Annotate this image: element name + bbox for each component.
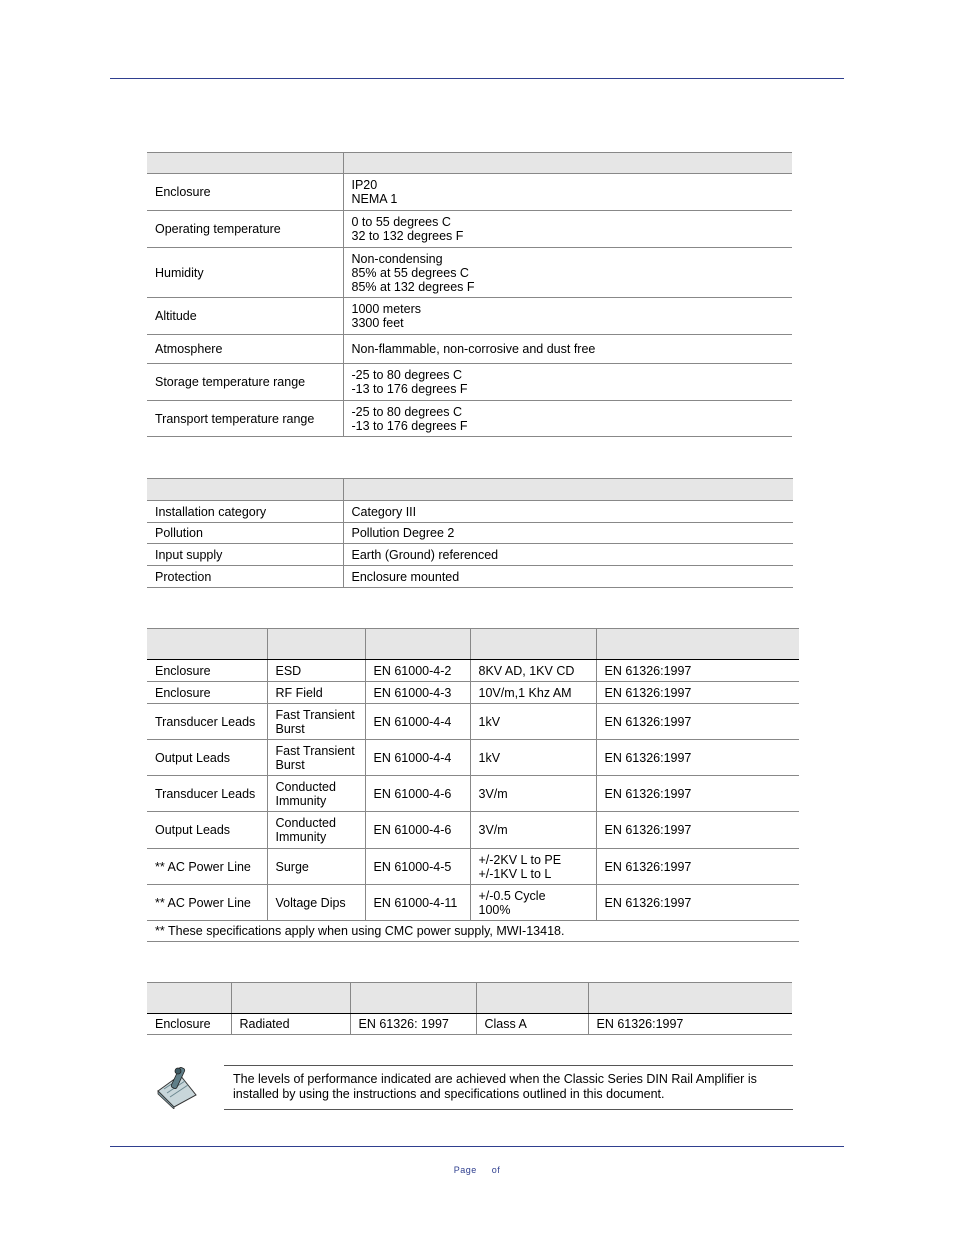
- immunity-spec-table: [147, 628, 799, 942]
- table-header-row: [147, 629, 799, 660]
- table-row: [147, 211, 792, 248]
- header-cell: [231, 983, 350, 1014]
- table-row: [147, 1014, 792, 1035]
- port-cell: Output Leads: [147, 812, 267, 849]
- phenomenon-cell: Conducted Immunity: [267, 776, 365, 812]
- level-cell: +/-2KV L to PE +/-1KV L to L: [470, 849, 596, 885]
- header-cell: [596, 629, 799, 660]
- level-cell: 1kV: [470, 704, 596, 740]
- level-cell: 3V/m: [470, 812, 596, 849]
- port-cell: ** AC Power Line: [147, 885, 267, 921]
- header-cell: [588, 983, 792, 1014]
- table-row: [147, 544, 793, 566]
- footer-rule: [110, 1146, 844, 1147]
- port-cell: Enclosure: [147, 1014, 231, 1035]
- table-row: [147, 682, 799, 704]
- row-value: 1000 meters 3300 feet: [343, 298, 792, 335]
- phenomenon-cell: Fast Transient Burst: [267, 740, 365, 776]
- reference-cell: EN 61326:1997: [596, 849, 799, 885]
- row-value: -25 to 80 degrees C -13 to 176 degrees F: [343, 364, 792, 401]
- page-footer: [0, 1164, 954, 1176]
- table-row: [147, 523, 793, 544]
- row-label: Installation category: [147, 501, 343, 523]
- standard-cell: EN 61000-4-11: [365, 885, 470, 921]
- header-cell: [147, 153, 343, 174]
- standard-cell: EN 61000-4-6: [365, 776, 470, 812]
- table-header-row: [147, 153, 792, 174]
- header-cell: [476, 983, 588, 1014]
- standard-cell: EN 61000-4-4: [365, 740, 470, 776]
- row-label: Enclosure: [147, 174, 343, 211]
- header-cell: [147, 983, 231, 1014]
- phenomenon-cell: Fast Transient Burst: [267, 704, 365, 740]
- header-cell: [343, 479, 793, 501]
- safety-spec-table: [147, 478, 793, 588]
- row-label: Humidity: [147, 248, 343, 298]
- level-cell: 3V/m: [470, 776, 596, 812]
- reference-cell: EN 61326:1997: [596, 682, 799, 704]
- phenomenon-cell: Surge: [267, 849, 365, 885]
- row-label: Protection: [147, 566, 343, 588]
- reference-cell: EN 61326:1997: [596, 885, 799, 921]
- port-cell: Transducer Leads: [147, 776, 267, 812]
- table-row: [147, 776, 799, 812]
- table-row: [147, 660, 799, 682]
- emissions-spec-table: [147, 982, 792, 1035]
- table-row: [147, 704, 799, 740]
- reference-cell: EN 61326:1997: [596, 812, 799, 849]
- port-cell: Transducer Leads: [147, 704, 267, 740]
- table-row: [147, 401, 792, 437]
- footnote: ** These specifications apply when using CMC power supply, MWI-13418.: [147, 921, 799, 942]
- header-cell: [147, 479, 343, 501]
- table-row: [147, 335, 792, 364]
- phenomenon-cell: Radiated: [231, 1014, 350, 1035]
- header-cell: [343, 153, 792, 174]
- table-row: [147, 740, 799, 776]
- level-cell: 8KV AD, 1KV CD: [470, 660, 596, 682]
- port-cell: Enclosure: [147, 682, 267, 704]
- row-label: Transport temperature range: [147, 401, 343, 437]
- header-cell: [147, 629, 267, 660]
- port-cell: ** AC Power Line: [147, 849, 267, 885]
- table-row: [147, 298, 792, 335]
- port-cell: Output Leads: [147, 740, 267, 776]
- note-text: The levels of performance indicated are achieved when the Classic Series DIN Rail Amplifier is installed by using the instructions and specifications outlined in this document.: [233, 1072, 757, 1101]
- header-cell: [365, 629, 470, 660]
- header-rule: [110, 78, 844, 79]
- row-value: Enclosure mounted: [343, 566, 793, 588]
- table-row: [147, 885, 799, 921]
- table-row: [147, 812, 799, 849]
- table-header-row: [147, 479, 793, 501]
- table-row: [147, 248, 792, 298]
- table-row: [147, 849, 799, 885]
- standard-cell: EN 61326: 1997: [350, 1014, 476, 1035]
- row-value: 0 to 55 degrees C 32 to 132 degrees F: [343, 211, 792, 248]
- reference-cell: EN 61326:1997: [596, 740, 799, 776]
- standard-cell: EN 61000-4-4: [365, 704, 470, 740]
- standard-cell: EN 61000-4-2: [365, 660, 470, 682]
- reference-cell: EN 61326:1997: [588, 1014, 792, 1035]
- row-label: Input supply: [147, 544, 343, 566]
- header-cell: [267, 629, 365, 660]
- table-row: [147, 566, 793, 588]
- standard-cell: EN 61000-4-3: [365, 682, 470, 704]
- note-pad-icon: [154, 1065, 200, 1109]
- row-label: Altitude: [147, 298, 343, 335]
- phenomenon-cell: Conducted Immunity: [267, 812, 365, 849]
- phenomenon-cell: Voltage Dips: [267, 885, 365, 921]
- of-label: of: [491, 1165, 501, 1175]
- level-cell: 10V/m,1 Khz AM: [470, 682, 596, 704]
- level-cell: Class A: [476, 1014, 588, 1035]
- row-label: Storage temperature range: [147, 364, 343, 401]
- table-header-row: [147, 983, 792, 1014]
- level-cell: 1kV: [470, 740, 596, 776]
- row-value: Category III: [343, 501, 793, 523]
- table-row: [147, 501, 793, 523]
- page-label: Page: [453, 1165, 477, 1175]
- environmental-spec-table: [147, 152, 792, 437]
- header-cell: [350, 983, 476, 1014]
- note-box: [224, 1065, 793, 1110]
- reference-cell: EN 61326:1997: [596, 660, 799, 682]
- reference-cell: EN 61326:1997: [596, 704, 799, 740]
- row-label: Pollution: [147, 523, 343, 544]
- footnote-row: [147, 921, 799, 942]
- table-row: [147, 364, 792, 401]
- port-cell: Enclosure: [147, 660, 267, 682]
- row-value: -25 to 80 degrees C -13 to 176 degrees F: [343, 401, 792, 437]
- table-row: [147, 174, 792, 211]
- level-cell: +/-0.5 Cycle 100%: [470, 885, 596, 921]
- standard-cell: EN 61000-4-6: [365, 812, 470, 849]
- row-value: Pollution Degree 2: [343, 523, 793, 544]
- row-label: Operating temperature: [147, 211, 343, 248]
- phenomenon-cell: ESD: [267, 660, 365, 682]
- row-value: Non-condensing 85% at 55 degrees C 85% at 132 degrees F: [343, 248, 792, 298]
- row-value: Non-flammable, non-corrosive and dust free: [343, 335, 792, 364]
- standard-cell: EN 61000-4-5: [365, 849, 470, 885]
- row-label: Atmosphere: [147, 335, 343, 364]
- row-value: IP20 NEMA 1: [343, 174, 792, 211]
- row-value: Earth (Ground) referenced: [343, 544, 793, 566]
- phenomenon-cell: RF Field: [267, 682, 365, 704]
- reference-cell: EN 61326:1997: [596, 776, 799, 812]
- header-cell: [470, 629, 596, 660]
